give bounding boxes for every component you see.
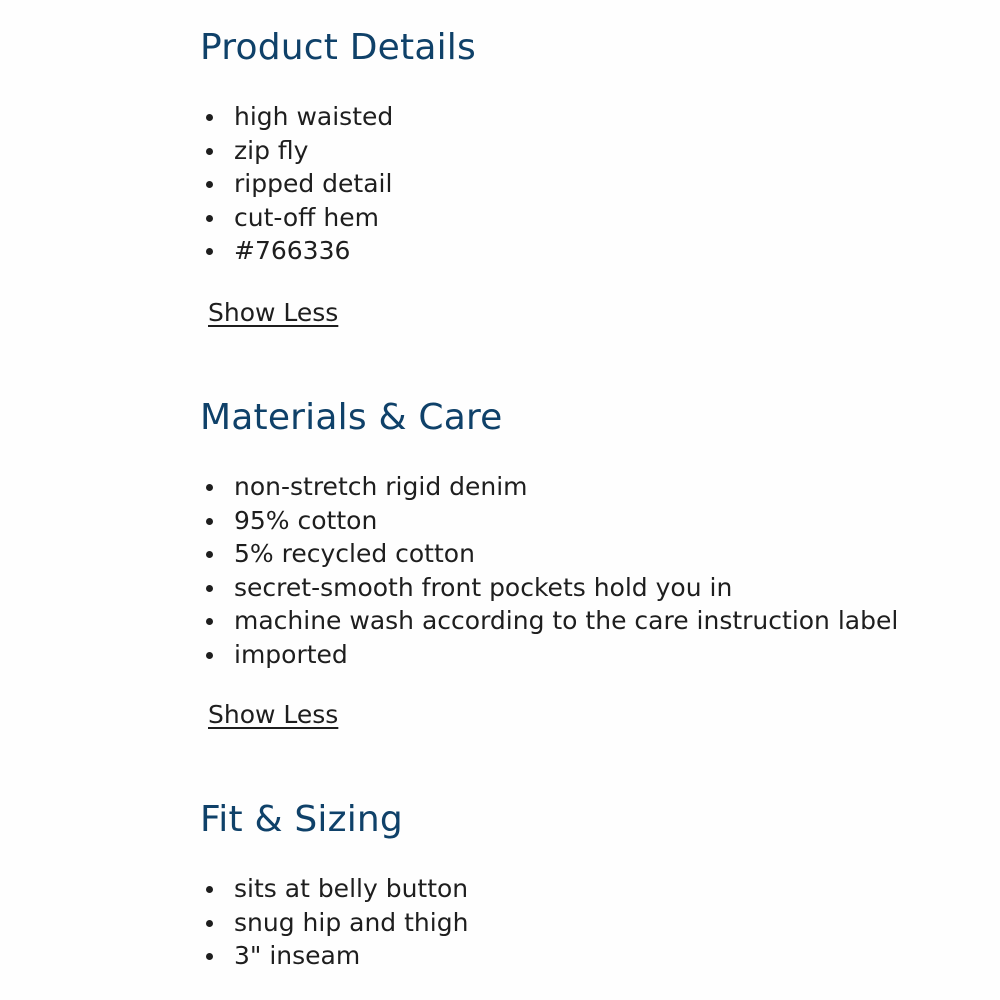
fit-sizing-title: Fit & Sizing	[200, 799, 403, 840]
bullet-icon	[206, 248, 213, 255]
list-item-text: cut-off hem	[234, 202, 379, 232]
materials-care-show-less-link[interactable]: Show Less	[208, 700, 339, 729]
list-item	[200, 470, 980, 504]
fit-sizing-list	[200, 872, 980, 973]
list-item	[200, 100, 980, 134]
list-item-text: secret-smooth front pockets hold you in	[234, 572, 733, 602]
list-item-text: non-stretch rigid denim	[234, 472, 528, 501]
bullet-icon	[206, 114, 213, 121]
list-item	[200, 638, 980, 672]
list-item	[200, 167, 980, 201]
materials-care-section	[200, 398, 980, 671]
list-item-text: 5% recycled cotton	[234, 539, 475, 568]
bullet-icon	[206, 148, 213, 155]
list-item	[200, 234, 980, 268]
list-item-text: machine wash according to the care instruction label	[234, 606, 899, 635]
bullet-icon	[206, 652, 213, 659]
bullet-icon	[206, 585, 213, 592]
list-item-text: #766336	[234, 236, 351, 265]
list-item	[200, 571, 980, 605]
bullet-icon	[206, 518, 213, 525]
list-item	[200, 906, 980, 940]
list-item	[200, 872, 980, 906]
list-item-text: snug hip and thigh	[234, 907, 469, 937]
list-item	[200, 604, 980, 638]
materials-care-list	[200, 470, 980, 671]
bullet-icon	[206, 181, 213, 188]
list-item-text: ripped detail	[234, 169, 393, 198]
list-item	[200, 939, 980, 973]
bullet-icon	[206, 551, 213, 558]
bullet-icon	[206, 920, 213, 927]
fit-sizing-section	[200, 800, 980, 973]
list-item-text: 3" inseam	[234, 941, 361, 970]
materials-care-title: Materials & Care	[200, 397, 503, 438]
product-details-show-less-link[interactable]: Show Less	[208, 298, 339, 327]
bullet-icon	[206, 953, 213, 960]
list-item	[200, 201, 980, 235]
bullet-icon	[206, 618, 213, 625]
list-item-text: high waisted	[234, 102, 394, 131]
product-details-title: Product Details	[200, 27, 476, 68]
product-details-section	[200, 28, 980, 268]
list-item	[200, 504, 980, 538]
product-details-list	[200, 100, 980, 268]
bullet-icon	[206, 886, 213, 893]
list-item-text: imported	[234, 639, 348, 669]
list-item	[200, 134, 980, 168]
list-item	[200, 537, 980, 571]
bullet-icon	[206, 215, 213, 222]
list-item-text: zip fly	[234, 135, 309, 165]
list-item-text: sits at belly button	[234, 874, 469, 903]
list-item-text: 95% cotton	[234, 505, 378, 535]
bullet-icon	[206, 484, 213, 491]
